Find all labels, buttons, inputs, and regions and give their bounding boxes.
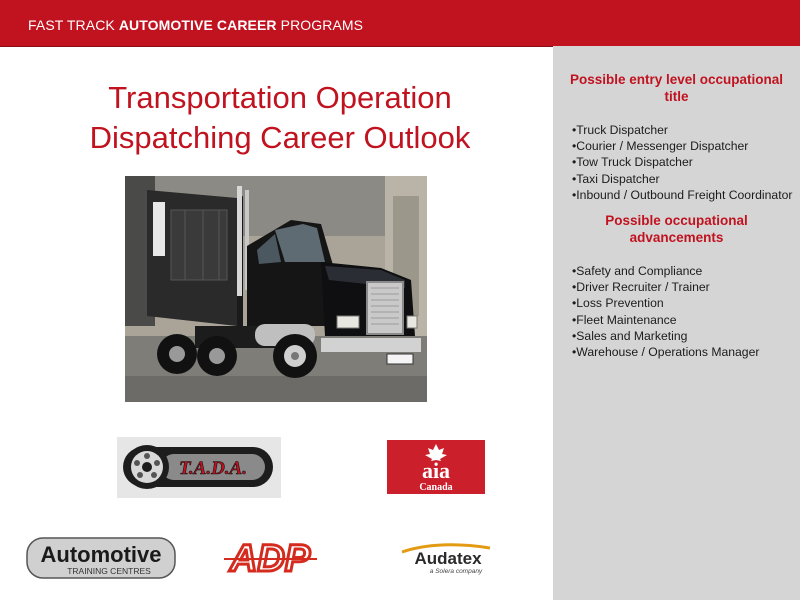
header-suffix: PROGRAMS xyxy=(276,17,364,33)
list-item: • Sales and Marketing xyxy=(572,328,800,344)
list-item: • Safety and Compliance xyxy=(572,263,800,279)
tada-logo-text: T.A.D.A. xyxy=(179,458,247,479)
list-item: • Warehouse / Operations Manager xyxy=(572,344,800,360)
career-info-panel xyxy=(553,46,800,600)
audatex-logo xyxy=(398,540,500,576)
audatex-logo-graphic xyxy=(398,540,500,576)
advancements-heading: Possible occupational advancements xyxy=(605,213,748,246)
aia-logo-graphic xyxy=(387,440,485,494)
list-item: • Driver Recruiter / Trainer xyxy=(572,279,800,295)
header-title xyxy=(28,17,363,33)
header-bold: AUTOMOTIVE CAREER xyxy=(118,17,277,33)
tada-logo-graphic xyxy=(117,437,281,498)
truck-illustration xyxy=(125,176,427,402)
title-line-1: Transportation Operation xyxy=(108,80,452,115)
list-item: • Fleet Maintenance xyxy=(572,312,800,328)
list-item: • Inbound / Outbound Freight Coordinator xyxy=(572,187,800,203)
page-title xyxy=(40,78,520,158)
automotive-logo-text: Automotive xyxy=(40,542,162,567)
audatex-logo-text: Audatex xyxy=(414,549,482,568)
tada-logo xyxy=(117,437,281,498)
automotive-logo-graphic xyxy=(25,534,178,582)
advancements-list xyxy=(553,263,800,360)
entry-level-list xyxy=(553,122,800,203)
list-item: • Truck Dispatcher xyxy=(572,122,800,138)
title-line-2: Dispatching Career Outlook xyxy=(89,120,471,155)
list-item: • Loss Prevention xyxy=(572,295,800,311)
list-item: • Tow Truck Dispatcher xyxy=(572,154,800,170)
aia-canada-logo xyxy=(387,440,485,494)
aia-logo-text: aia xyxy=(421,458,451,483)
automotive-logo-subtext: TRAINING CENTRES xyxy=(67,566,151,576)
list-item: • Taxi Dispatcher xyxy=(572,171,800,187)
automotive-training-centres-logo xyxy=(25,534,178,582)
adp-logo-graphic xyxy=(222,537,319,577)
truck-photo xyxy=(125,176,427,402)
header-bar xyxy=(0,0,800,47)
audatex-logo-subtext: a Solera company xyxy=(429,568,483,575)
adp-logo xyxy=(222,537,319,577)
header-prefix: FAST TRACK xyxy=(28,17,119,33)
adp-logo-text: ADP xyxy=(229,538,311,577)
entry-level-heading: Possible entry level occupational title xyxy=(569,72,784,104)
aia-logo-subtext: Canada xyxy=(419,482,453,493)
list-item: • Courier / Messenger Dispatcher xyxy=(572,138,800,154)
